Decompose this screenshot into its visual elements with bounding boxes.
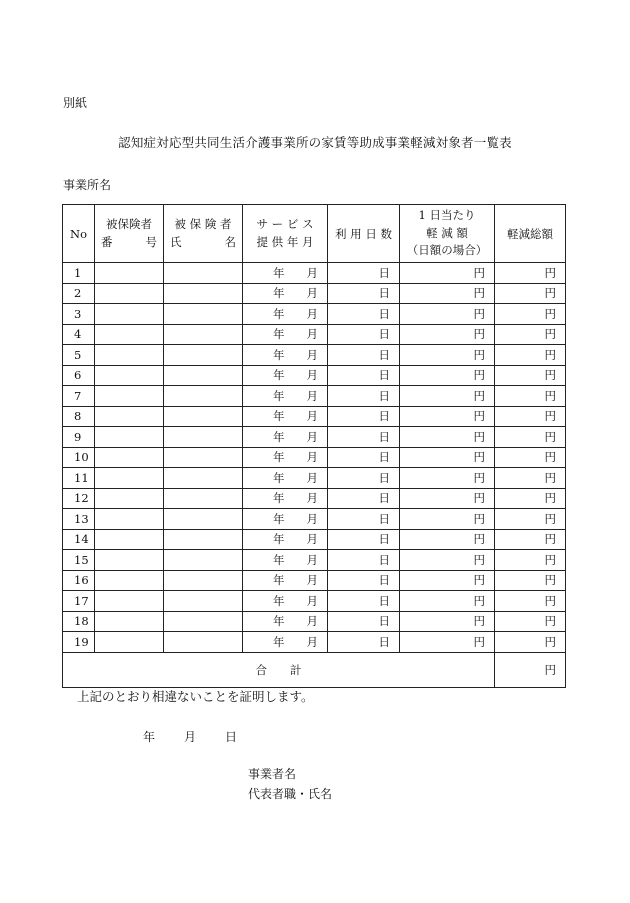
table-row [63,324,566,345]
yen-unit: 円 [544,511,556,526]
service-month-cell [243,611,328,632]
total-amount-cell [495,652,566,687]
insured-number-cell [95,345,164,366]
insured-number-cell [95,570,164,591]
insured-number-cell [95,447,164,468]
year-unit: 年 [273,511,285,526]
yen-unit: 円 [473,368,485,383]
year-unit: 年 [273,552,285,567]
service-month-cell [243,304,328,325]
month-unit: 月 [306,532,318,547]
insured-name-cell [164,263,243,284]
table-row [63,406,566,427]
month-unit: 月 [306,347,318,362]
month-unit: 月 [306,614,318,629]
yen-unit: 円 [473,573,485,588]
daily-reduction-cell [400,529,495,550]
service-month-cell [243,365,328,386]
yen-unit: 円 [473,614,485,629]
row-number: 17 [63,591,95,612]
days-cell [328,591,400,612]
year-unit: 年 [273,614,285,629]
insured-number-cell [95,468,164,489]
day-unit: 日 [378,429,390,444]
month-unit: 月 [306,552,318,567]
daily-reduction-cell [400,591,495,612]
daily-reduction-cell [400,570,495,591]
yen-unit: 円 [473,265,485,280]
total-reduction-cell [495,427,566,448]
header-no: No [63,205,95,263]
office-name-label: 事業所名 [63,178,112,192]
yen-unit: 円 [544,429,556,444]
table-row [63,632,566,653]
daily-reduction-cell [400,345,495,366]
year-unit: 年 [273,470,285,485]
insured-number-cell [95,529,164,550]
yen-unit: 円 [544,327,556,342]
row-number: 10 [63,447,95,468]
table-row [63,304,566,325]
yen-unit: 円 [544,593,556,608]
insured-name-cell [164,365,243,386]
days-cell [328,345,400,366]
header-daily-reduction-line1: 1 日当たり [418,207,476,222]
total-reduction-cell [495,468,566,489]
days-cell [328,611,400,632]
header-service-month-line2: 提 供 年 月 [256,234,314,249]
insured-number-cell [95,611,164,632]
total-label: 合 計 [63,652,495,687]
table-row [63,283,566,304]
days-cell [328,406,400,427]
month-unit: 月 [306,573,318,588]
row-number: 1 [63,263,95,284]
service-month-cell [243,550,328,571]
row-number: 2 [63,283,95,304]
service-month-cell [243,345,328,366]
daily-reduction-cell [400,447,495,468]
insured-name-cell [164,386,243,407]
yen-unit: 円 [473,409,485,424]
yen-unit: 円 [473,286,485,301]
yen-unit: 円 [544,634,556,649]
insured-name-cell [164,591,243,612]
header-insured-number-line2 [95,234,163,252]
header-daily-reduction-line3: （日額の場合） [406,243,488,258]
total-reduction-cell [495,570,566,591]
daily-reduction-cell [400,509,495,530]
total-reduction-cell [495,550,566,571]
day-unit: 日 [378,511,390,526]
daily-reduction-cell [400,406,495,427]
days-cell [328,447,400,468]
total-reduction-cell [495,591,566,612]
insured-number-cell [95,324,164,345]
yen-unit: 円 [544,306,556,321]
yen-unit: 円 [544,573,556,588]
insured-name-cell [164,447,243,468]
row-number: 7 [63,386,95,407]
year-unit: 年 [273,429,285,444]
header-insured-number-char1: 番 [101,234,113,249]
daily-reduction-cell [400,263,495,284]
table-header-row [63,205,566,263]
yen-unit: 円 [473,470,485,485]
day-unit: 日 [378,491,390,506]
day-unit: 日 [378,450,390,465]
table-row [63,488,566,509]
yen-unit: 円 [544,265,556,280]
days-cell [328,570,400,591]
table-row [63,509,566,530]
day-unit: 日 [378,614,390,629]
row-number: 9 [63,427,95,448]
header-insured-number-char2: 号 [145,234,157,249]
table-row [63,570,566,591]
service-month-cell [243,283,328,304]
year-unit: 年 [273,593,285,608]
days-cell [328,550,400,571]
year-unit: 年 [273,491,285,506]
row-number: 4 [63,324,95,345]
month-unit: 月 [306,388,318,403]
row-number: 11 [63,468,95,489]
daily-reduction-cell [400,550,495,571]
yen-unit: 円 [473,429,485,444]
service-month-cell [243,488,328,509]
day-unit: 日 [378,306,390,321]
yen-unit: 円 [544,662,556,677]
service-month-cell [243,386,328,407]
service-month-cell [243,632,328,653]
insured-number-cell [95,509,164,530]
page-title: 認知症対応型共同生活介護事業所の家賃等助成事業軽減対象者一覧表 [118,135,512,150]
year-unit: 年 [273,265,285,280]
daily-reduction-cell [400,365,495,386]
day-unit: 日 [378,368,390,383]
header-insured-name-line1: 被 保 険 者 [174,216,232,231]
days-cell [328,488,400,509]
daily-reduction-cell [400,611,495,632]
insured-name-cell [164,324,243,345]
header-total-reduction: 軽減総額 [495,205,566,263]
month-unit: 月 [306,409,318,424]
table-row [63,427,566,448]
yen-unit: 円 [544,552,556,567]
table-row [63,365,566,386]
year-unit: 年 [273,306,285,321]
header-service-month [243,205,328,263]
table-row [63,529,566,550]
service-month-cell [243,570,328,591]
day-unit: 日 [378,388,390,403]
header-insured-number-line1: 被保険者 [106,216,152,231]
row-number: 18 [63,611,95,632]
yen-unit: 円 [544,614,556,629]
year-unit: 年 [273,368,285,383]
row-number: 16 [63,570,95,591]
attachment-label: 別紙 [63,96,88,110]
days-cell [328,509,400,530]
days-cell [328,427,400,448]
yen-unit: 円 [473,634,485,649]
yen-unit: 円 [544,286,556,301]
insured-name-cell [164,468,243,489]
recipient-table [62,204,566,688]
insured-name-cell [164,632,243,653]
year-unit: 年 [273,450,285,465]
day-unit: 日 [378,532,390,547]
yen-unit: 円 [544,470,556,485]
day-unit: 日 [378,634,390,649]
daily-reduction-cell [400,427,495,448]
header-service-month-line1: サ ー ビ ス [256,216,314,231]
header-daily-reduction-line2: 軽 減 額 [426,225,468,240]
days-cell [328,468,400,489]
yen-unit: 円 [544,532,556,547]
table-row [63,468,566,489]
date-day-label: 日 [225,730,238,744]
total-reduction-cell [495,386,566,407]
row-number: 6 [63,365,95,386]
insured-name-cell [164,304,243,325]
insured-number-cell [95,406,164,427]
date-line [143,731,237,743]
row-number: 13 [63,509,95,530]
month-unit: 月 [306,450,318,465]
service-month-cell [243,447,328,468]
insured-number-cell [95,632,164,653]
total-reduction-cell [495,345,566,366]
insured-name-cell [164,509,243,530]
yen-unit: 円 [544,491,556,506]
year-unit: 年 [273,532,285,547]
day-unit: 日 [378,286,390,301]
row-number: 5 [63,345,95,366]
total-reduction-cell [495,304,566,325]
insured-number-cell [95,386,164,407]
yen-unit: 円 [473,388,485,403]
certification-text: 上記のとおり相違ないことを証明します。 [77,689,314,704]
yen-unit: 円 [473,552,485,567]
service-month-cell [243,324,328,345]
days-cell [328,632,400,653]
insured-number-cell [95,365,164,386]
date-year-label: 年 [143,730,156,744]
daily-reduction-cell [400,324,495,345]
yen-unit: 円 [473,532,485,547]
day-unit: 日 [378,327,390,342]
insured-name-cell [164,427,243,448]
days-cell [328,304,400,325]
year-unit: 年 [273,347,285,362]
header-days: 利 用 日 数 [328,205,400,263]
days-cell [328,324,400,345]
total-reduction-cell [495,632,566,653]
daily-reduction-cell [400,283,495,304]
daily-reduction-cell [400,304,495,325]
yen-unit: 円 [473,327,485,342]
day-unit: 日 [378,347,390,362]
service-month-cell [243,406,328,427]
yen-unit: 円 [473,450,485,465]
total-reduction-cell [495,529,566,550]
row-number: 3 [63,304,95,325]
total-reduction-cell [495,406,566,427]
table-row [63,611,566,632]
table-row [63,386,566,407]
insured-number-cell [95,427,164,448]
service-month-cell [243,591,328,612]
yen-unit: 円 [473,511,485,526]
insured-name-cell [164,406,243,427]
yen-unit: 円 [544,388,556,403]
year-unit: 年 [273,388,285,403]
year-unit: 年 [273,409,285,424]
insured-number-cell [95,283,164,304]
total-reduction-cell [495,509,566,530]
total-reduction-cell [495,611,566,632]
insured-number-cell [95,550,164,571]
header-daily-reduction [400,205,495,263]
table-row [63,345,566,366]
month-unit: 月 [306,491,318,506]
yen-unit: 円 [473,347,485,362]
service-month-cell [243,427,328,448]
row-number: 14 [63,529,95,550]
days-cell [328,365,400,386]
header-insured-name [164,205,243,263]
insured-number-cell [95,591,164,612]
date-month-label: 月 [184,730,197,744]
insured-number-cell [95,488,164,509]
daily-reduction-cell [400,488,495,509]
operator-name-label: 事業者名 [248,767,297,781]
day-unit: 日 [378,573,390,588]
representative-label: 代表者職・氏名 [248,787,333,801]
total-reduction-cell [495,283,566,304]
day-unit: 日 [378,552,390,567]
month-unit: 月 [306,327,318,342]
yen-unit: 円 [473,306,485,321]
table-row [63,447,566,468]
table-row [63,591,566,612]
service-month-cell [243,468,328,489]
day-unit: 日 [378,409,390,424]
insured-number-cell [95,304,164,325]
day-unit: 日 [378,265,390,280]
daily-reduction-cell [400,386,495,407]
insured-name-cell [164,611,243,632]
header-insured-name-line2 [164,234,242,252]
table-row [63,263,566,284]
year-unit: 年 [273,327,285,342]
days-cell [328,529,400,550]
days-cell [328,263,400,284]
yen-unit: 円 [544,347,556,362]
row-number: 15 [63,550,95,571]
month-unit: 月 [306,306,318,321]
year-unit: 年 [273,286,285,301]
total-reduction-cell [495,488,566,509]
day-unit: 日 [378,470,390,485]
header-insured-name-char2: 名 [224,234,236,249]
yen-unit: 円 [544,368,556,383]
yen-unit: 円 [544,409,556,424]
insured-name-cell [164,488,243,509]
insured-name-cell [164,570,243,591]
daily-reduction-cell [400,468,495,489]
insured-name-cell [164,345,243,366]
yen-unit: 円 [473,593,485,608]
service-month-cell [243,529,328,550]
daily-reduction-cell [400,632,495,653]
row-number: 12 [63,488,95,509]
month-unit: 月 [306,429,318,444]
days-cell [328,386,400,407]
header-insured-number [95,205,164,263]
insured-name-cell [164,283,243,304]
service-month-cell [243,263,328,284]
month-unit: 月 [306,470,318,485]
month-unit: 月 [306,511,318,526]
month-unit: 月 [306,265,318,280]
row-number: 8 [63,406,95,427]
year-unit: 年 [273,634,285,649]
month-unit: 月 [306,286,318,301]
yen-unit: 円 [473,491,485,506]
service-month-cell [243,509,328,530]
insured-name-cell [164,529,243,550]
total-reduction-cell [495,324,566,345]
total-reduction-cell [495,447,566,468]
month-unit: 月 [306,593,318,608]
total-reduction-cell [495,263,566,284]
total-row [63,652,566,687]
yen-unit: 円 [544,450,556,465]
month-unit: 月 [306,634,318,649]
year-unit: 年 [273,573,285,588]
table-row [63,550,566,571]
insured-number-cell [95,263,164,284]
month-unit: 月 [306,368,318,383]
day-unit: 日 [378,593,390,608]
row-number: 19 [63,632,95,653]
total-reduction-cell [495,365,566,386]
header-insured-name-char1: 氏 [170,234,182,249]
days-cell [328,283,400,304]
insured-name-cell [164,550,243,571]
